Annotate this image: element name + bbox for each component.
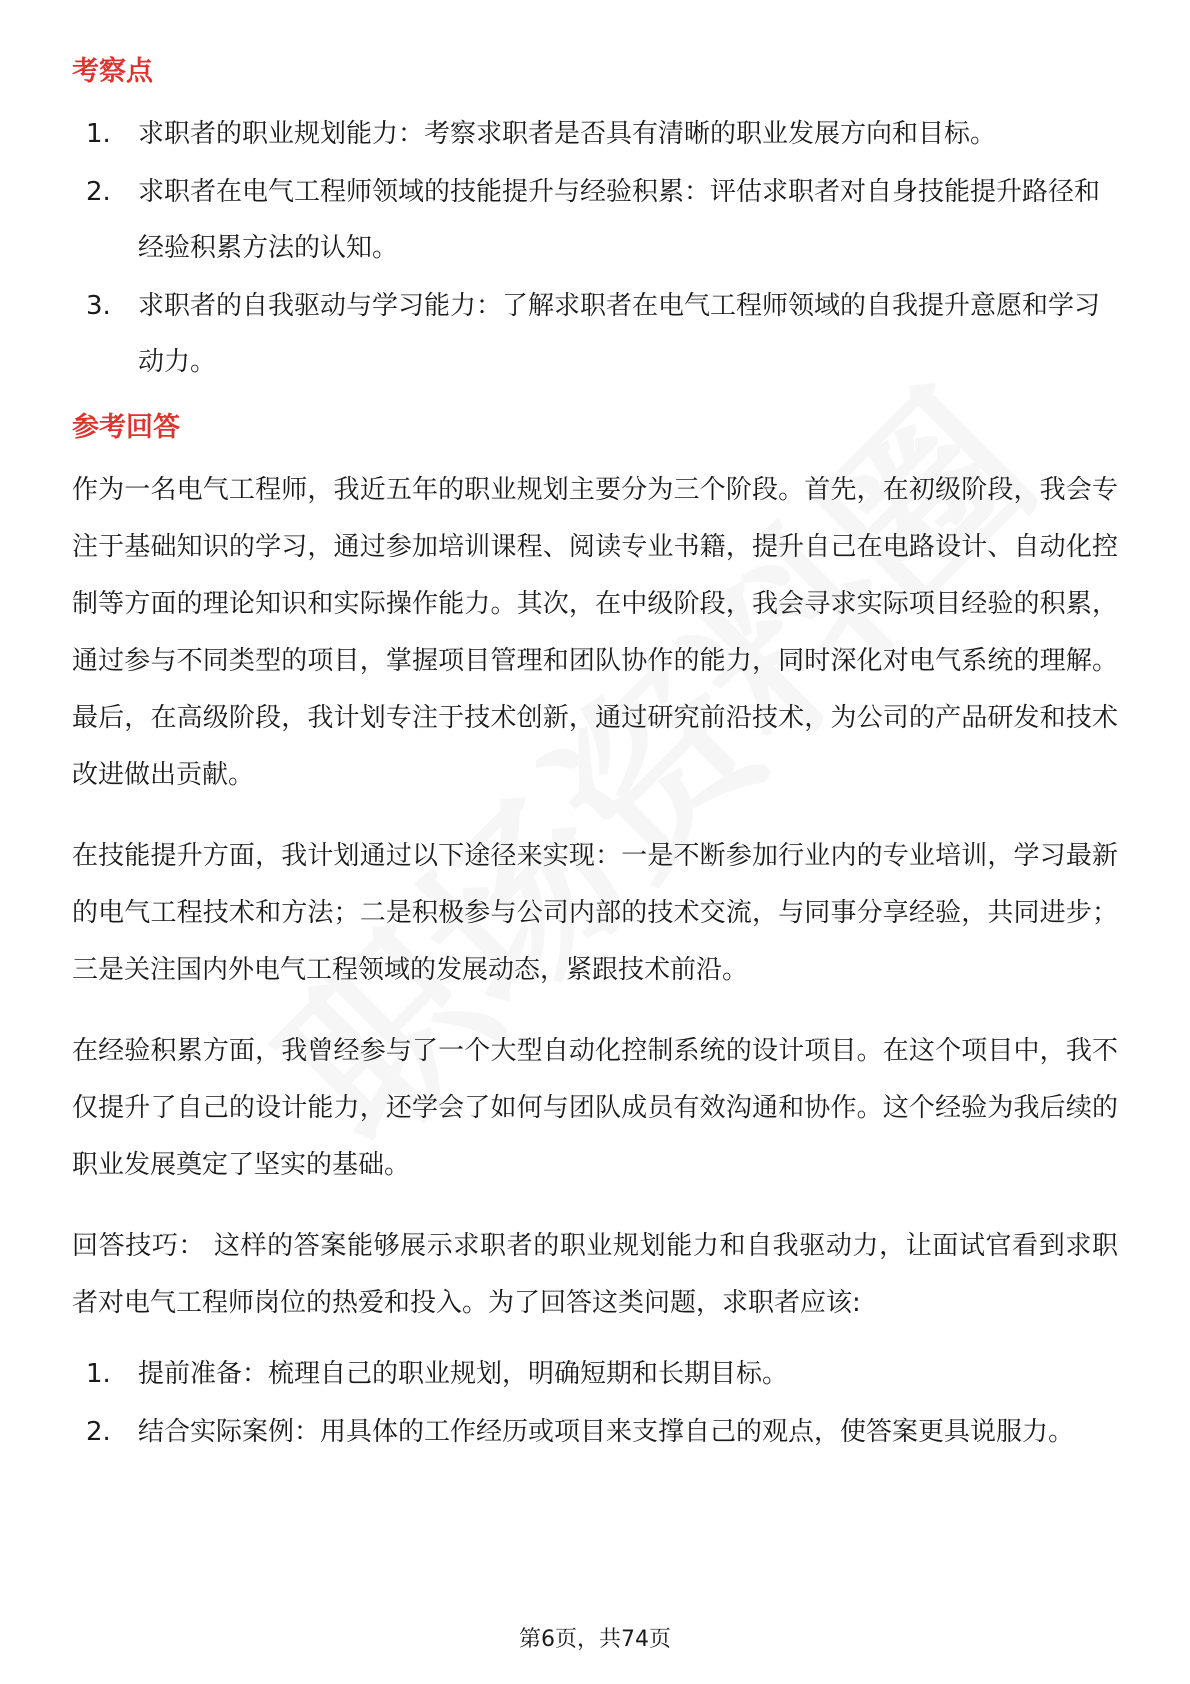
list-text: 结合实际案例：用具体的工作经历或项目来支撑自己的观点，使答案更具说服力。 <box>138 1417 1075 1447</box>
document-page <box>72 40 1118 1462</box>
tips-list <box>72 1346 1118 1460</box>
list-number: 2. <box>86 177 111 207</box>
list-text: 求职者在电气工程师领域的技能提升与经验积累：评估求职者对自身技能提升路径和经验积累方法的认知。 <box>138 177 1101 263</box>
list-item <box>72 164 1118 276</box>
answer-paragraph: 作为一名电气工程师，我近五年的职业规划主要分为三个阶段。首先，在初级阶段，我会专注于基础知识的学习，通过参加培训课程、阅读专业书籍，提升自己在电路设计、自动化控制等方面的理论知识和实际操作能力。其次，在中级阶段，我会寻求实际项目经验的积累，通过参与不同类型的项目，掌握项目管理和团队协作的能力，同时深化对电气系统的理解。最后，在高级阶段，我计划专注于技术创新，通过研究前沿技术，为公司的产品研发和技术改进做出贡献。 <box>72 475 1118 790</box>
list-text: 求职者的自我驱动与学习能力：了解求职者在电气工程师领域的自我提升意愿和学习动力。 <box>138 291 1101 377</box>
section-title-reference-answer: 参考回答 <box>72 412 180 443</box>
answer-paragraph: 在技能提升方面，我计划通过以下途径来实现：一是不断参加行业内的专业培训，学习最新的电气工程技术和方法；二是积极参与公司内部的技术交流，与同事分享经验，共同进步；三是关注国内外电气工程领域的发展动态，紧跟技术前沿。 <box>72 841 1118 985</box>
answer-tips-paragraph: 回答技巧： 这样的答案能够展示求职者的职业规划能力和自我驱动力，让面试官看到求职者对电气工程师岗位的热爱和投入。为了回答这类问题，求职者应该: <box>72 1231 1118 1318</box>
list-item <box>72 278 1118 390</box>
list-item <box>72 1404 1118 1460</box>
list-number: 2. <box>86 1417 111 1447</box>
list-text: 提前准备：梳理自己的职业规划，明确短期和长期目标。 <box>138 1359 789 1389</box>
list-number: 1. <box>86 1359 111 1389</box>
section-title-assessment: 考察点 <box>72 56 153 87</box>
assessment-list <box>72 106 1118 390</box>
list-item <box>72 106 1118 162</box>
list-text: 求职者的职业规划能力：考察求职者是否具有清晰的职业发展方向和目标。 <box>138 119 997 149</box>
list-number: 1. <box>86 119 111 149</box>
list-item <box>72 1346 1118 1402</box>
page-number-footer: 第6页，共74页 <box>519 1627 671 1652</box>
answer-paragraph: 在经验积累方面，我曾经参与了一个大型自动化控制系统的设计项目。在这个项目中，我不仅提升了自己的设计能力，还学会了如何与团队成员有效沟通和协作。这个经验为我后续的职业发展奠定了坚实的基础。 <box>72 1036 1118 1180</box>
list-number: 3. <box>86 291 111 321</box>
